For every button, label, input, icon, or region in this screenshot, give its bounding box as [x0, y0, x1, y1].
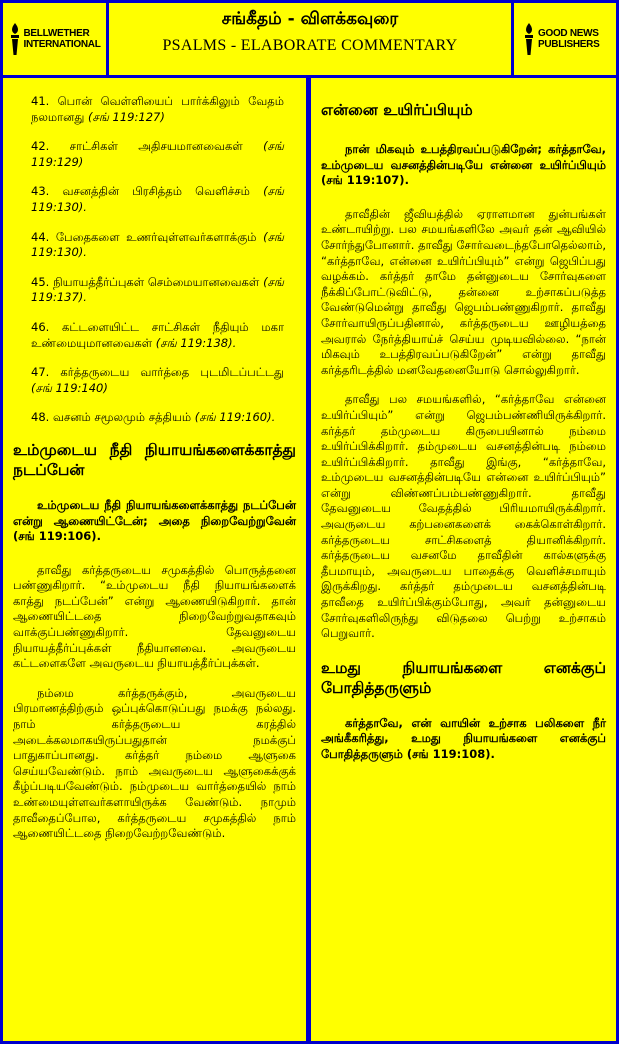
verse-text-right-2: கர்த்தாவே, என் வாயின் உற்சாக பலிகளை நீர் அங்கீகரித்து, உமது நியாயங்களை எனக்குப் போதித்தருளும் (சங் 119:108). [321, 715, 606, 761]
list-item: 48. வசனம் சமூலமும் சத்தியம் (சங் 119:160). [31, 410, 276, 425]
paragraph: தாவீதின் ஜீவியத்தில் ஏராளமான துன்பங்கள் உண்டாயிற்று. பல சமயங்களிலே அவர் தன் ஆவியில் சோர்ந்துபோனார். தாவீது சோர்வடைந்தபோதெல்லாம், “கர்த்தாவே, என்னை உயிர்ப்பியும்” என்று ஜெபிப்பது வழக்கம். கர்த்தர் தாமே தன்னுடைய சோர்வுகளை நீக்கிப்போட்டுவிட்டு, தன்னை உற்சாகப்படுத்த வேண்டுமென்று தாவீது ஜெபம்பண்ணுகிறார். தாவீது சோர்வாயிருப்பதினால், கர்த்தருடைய ஊழியத்தை அவரால் நேர்த்தியாய்ச் செய்ய முடியவில்லை. “நான் மிகவும் உபத்திரவப்படுகிறேன்” என்று தாவீது கர்த்தரிடத்தில் மனவேதனையோடு சொல்லுகிறார். [321, 206, 606, 377]
list-item: 45. நியாயத்தீர்ப்புகள் செம்மையானவைகள் (சங் 119:137). [31, 274, 284, 305]
section-heading-right-2: உமது நியாயங்களை எனக்குப் போதித்தருளும் [321, 658, 606, 697]
paragraph: தாவீது பல சமயங்களில், “கர்த்தாவே என்னை உயிர்ப்பியும்” என்று ஜெபம்பண்ணியிருக்கிறார். கர்த்தர் தம்முடைய கிருபையினால் நம்மை உயிர்ப்பிக்கிறார். தம்முடைய வசனத்தின்படி நம்மை உயிர்ப்பிக்கிறார். தாவீது இங்கு, “கர்த்தாவே, உம்முடைய வசனத்தின்படியே என்னை உயிர்ப்பியும்” என்று விண்ணப்பம்பண்ணுகிறார். தாவீது தேவனுடைய வேதத்தில் பிரியமாயிருக்கிறார். அவருடைய கற்பனைகளைக் கைக்கொள்கிறார். கர்த்தருடைய சாட்சிகளைத் தியானிக்கிறார். கர்த்தருடைய வசனமே தாவீதின் கால்களுக்கு தீபமாயும், அவருடைய பாதைக்கு வெளிச்சமாயும் இருக்கிறது. கர்த்தர் தம்முடைய வசனத்தின்படி தாவீதை உயிர்ப்பிக்கும்போது, அவர் தன்னுடைய சோர்வுகளிலிருந்து விடுதலை பெற்று உற்சாகம் பெறுவார். [321, 392, 606, 641]
paragraph: தாவீது கர்த்தருடைய சமுகத்தில் பொருத்தனை பண்ணுகிறார். “உம்முடைய நீதி நியாயங்களைக் காத்து நடப்பேன்” என்று ஆணையிடுகிறார். தான் ஆணையிட்டதை நிறைவேற்றுவதாகவும் வாக்குப்பண்ணுகிறார். தேவனுடைய நியாயத்தீர்ப்புக்கள் நீதியானவை. அவருடைய கட்டளைகளே அவருடைய நியாயத்தீர்ப்புக்கள். [13, 562, 296, 671]
verse-text-left: உம்முடைய நீதி நியாயங்களைக்காத்து நடப்பேன் என்று ஆணையிட்டேன்; அதை நிறைவேற்றுவேன் (சங் 119:106). [13, 497, 296, 544]
left-column [3, 78, 306, 1041]
right-column [311, 78, 616, 1041]
list-item: 41. பொன் வெள்ளியைப் பார்க்கிலும் வேதம் நலமானது (சங் 119:127) [31, 94, 284, 124]
header-title-english: PSALMS - ELABORATE COMMENTARY [162, 37, 458, 54]
page-header [109, 3, 511, 75]
section-heading-left: உம்முடைய நீதி நியாயங்களைக்காத்து நடப்பேன் [13, 440, 296, 479]
good-news-logo-text: GOOD NEWS PUBLISHERS [538, 28, 600, 50]
verse-text-right-1: நான் மிகவும் உபத்திரவப்படுகிறேன்; கர்த்தாவே, உம்முடைய வசனத்தின்படியே என்னை உயிர்ப்பியும் (சங் 119:107). [321, 142, 606, 188]
header-title-tamil: சங்கீதம் - விளக்கவுரை [221, 9, 399, 29]
bellwether-logo [3, 3, 106, 75]
section-heading-right-1: என்னை உயிர்ப்பியும் [321, 101, 473, 119]
list-item: 42. சாட்சிகள் அதிசயமானவைகள் (சங் 119:129) [31, 139, 284, 169]
good-news-logo [514, 3, 616, 75]
bellwether-logo-text: BELLWETHER INTERNATIONAL [23, 28, 101, 50]
paragraph: நம்மை கர்த்தருக்கும், அவருடைய பிரமாணத்திற்கும் ஒப்புக்கொடுப்பது நமக்கு நல்லது. நாம் கர்த்தருடைய கரத்தில் அடைக்கலமாகயிருப்பதுதான் நமக்குப் பாதுகாப்பானது. கர்த்தர் நம்மை ஆளுகை செய்யவேண்டும். நாம் அவருடைய ஆளுகைக்குக் கீழ்ப்படியவேண்டும். நம்முடைய வார்த்தையில் நாம் உண்மையுள்ளவர்களாயிருக்க வேண்டும். நாமும் தாவீதைப்போல, கர்த்தருடைய சமுகத்தில் நாம் ஆணையிட்டதை நிறைவேற்றவேண்டும். [13, 685, 296, 841]
list-item: 46. கட்டளையிட்ட சாட்சிகள் நீதியும் மகா உண்மையுமானவைகள் (சங் 119:138). [31, 319, 284, 350]
list-item: 47. கர்த்தருடைய வார்த்தை புடமிடப்பட்டது (சங் 119:140) [31, 365, 284, 395]
bellwether-torch-icon [8, 21, 22, 57]
list-item: 43. வசனத்தின் பிரசித்தம் வெளிச்சம் (சங் 119:130). [31, 184, 284, 214]
good-news-torch-icon [522, 21, 536, 57]
list-item: 44. பேதைகளை உணர்வுள்ளவர்களாக்கும் (சங் 119:130). [31, 229, 285, 260]
